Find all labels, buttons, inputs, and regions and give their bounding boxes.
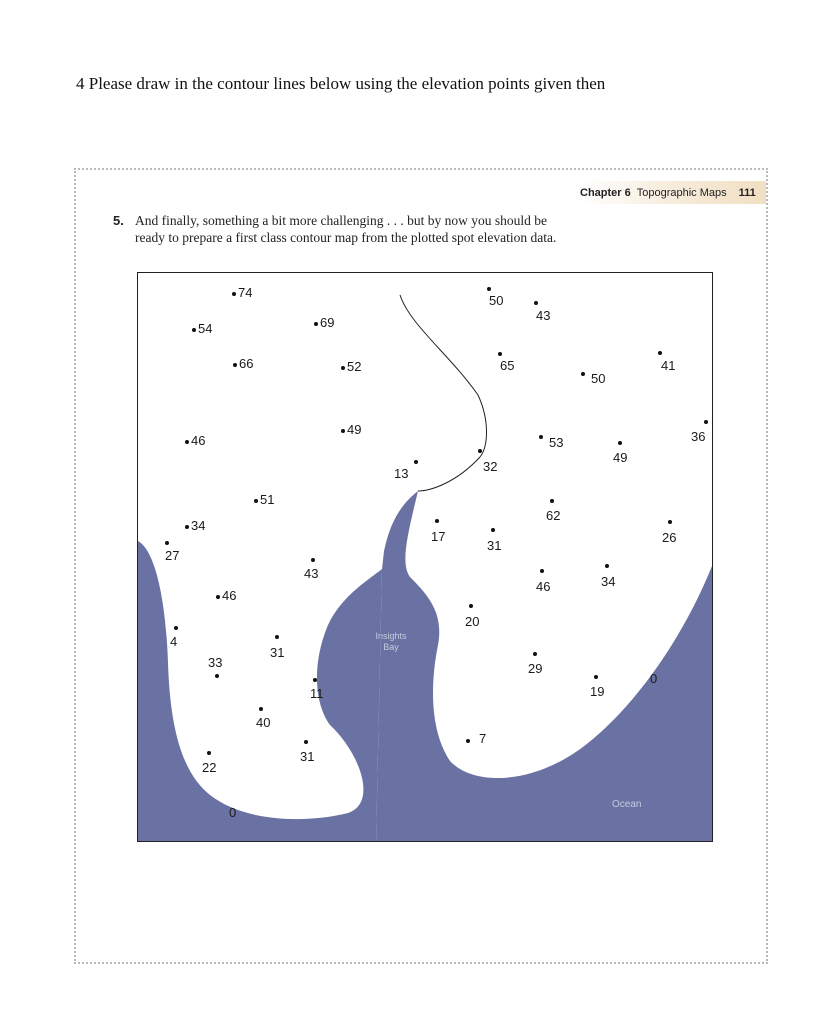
exercise-text <box>113 212 633 246</box>
spot-elevation: 19 <box>590 684 605 699</box>
spot-elevation: 43 <box>536 308 551 323</box>
spot-dot <box>233 363 237 367</box>
spot-elevation: 29 <box>528 661 543 676</box>
spot-dot <box>581 372 585 376</box>
spot-elevation: 7 <box>479 731 487 746</box>
spot-dot <box>254 499 258 503</box>
spot-dot <box>165 541 169 545</box>
chapter-title: Topographic Maps <box>636 186 727 199</box>
spot-elevation: 13 <box>394 466 409 481</box>
spot-dot <box>704 420 708 424</box>
stream-line <box>400 295 487 491</box>
spot-dot <box>550 499 554 503</box>
spot-elevation: 65 <box>500 358 515 373</box>
spot-dot <box>414 460 418 464</box>
spot-dot <box>275 635 279 639</box>
spot-elevation: 50 <box>591 371 606 386</box>
spot-elevation: 40 <box>256 715 271 730</box>
spot-elevation: 50 <box>489 293 504 308</box>
spot-elevation: 34 <box>191 518 206 533</box>
spot-dot <box>311 558 315 562</box>
spot-elevation: 4 <box>170 634 178 649</box>
spot-dot <box>478 449 482 453</box>
spot-dot <box>341 366 345 370</box>
spot-elevation: 26 <box>662 530 677 545</box>
spot-dot <box>534 301 538 305</box>
bay-label-line-1: Insights <box>375 631 407 641</box>
spot-dot <box>539 435 543 439</box>
spot-dot <box>232 292 236 296</box>
instruction-text: 4 Please draw in the contour lines below using the elevation points given then <box>76 74 606 93</box>
spot-elevation: 69 <box>320 315 335 330</box>
ocean-label: Ocean <box>612 799 642 810</box>
spot-elevation: 46 <box>536 579 551 594</box>
spot-dot <box>259 707 263 711</box>
exercise-line-1: And finally, something a bit more challenging . . . but by now you should be <box>135 213 547 228</box>
spot-elevation: 41 <box>661 358 676 373</box>
spot-dot <box>313 678 317 682</box>
spot-elevation: 49 <box>347 422 362 437</box>
spot-elevation: 36 <box>691 429 706 444</box>
spot-elevation: 49 <box>613 450 628 465</box>
spot-elevation: 31 <box>270 645 285 660</box>
spot-elevation: 66 <box>239 356 254 371</box>
spot-elevation: 0 <box>650 671 658 686</box>
spot-dot <box>469 604 473 608</box>
spot-dot <box>192 328 196 332</box>
chapter-number: Chapter 6 <box>580 186 631 199</box>
spot-dot <box>185 525 189 529</box>
spot-elevation: 31 <box>300 749 315 764</box>
spot-dot <box>540 569 544 573</box>
spot-dot <box>605 564 609 568</box>
spot-dot <box>487 287 491 291</box>
chapter-header <box>578 181 766 204</box>
spot-dot <box>658 351 662 355</box>
spot-dot <box>533 652 537 656</box>
spot-dot <box>668 520 672 524</box>
spot-elevation: 11 <box>310 686 324 701</box>
spot-dot <box>304 740 308 744</box>
spot-elevation: 52 <box>347 359 362 374</box>
spot-dot <box>435 519 439 523</box>
spot-dot <box>594 675 598 679</box>
spot-elevation: 32 <box>483 459 498 474</box>
spot-dot <box>341 429 345 433</box>
spot-elevation: 51 <box>260 492 275 507</box>
spot-dot <box>174 626 178 630</box>
spot-dot <box>185 440 189 444</box>
spot-dot <box>491 528 495 532</box>
spot-elevation: 31 <box>487 538 502 553</box>
spot-elevation: 53 <box>549 435 564 450</box>
spot-elevation: 62 <box>546 508 561 523</box>
spot-elevation: 43 <box>304 566 319 581</box>
page-number: 111 <box>738 186 756 199</box>
spot-elevation: 17 <box>431 529 446 544</box>
spot-dot <box>207 751 211 755</box>
bay-label-line-2: Bay <box>383 642 399 652</box>
spot-elevation: 46 <box>222 588 237 603</box>
spot-elevation: 33 <box>208 655 223 670</box>
topographic-map <box>137 272 713 842</box>
spot-elevation: 22 <box>202 760 217 775</box>
spot-elevation: 34 <box>601 574 616 589</box>
spot-dot <box>216 595 220 599</box>
spot-elevation: 0 <box>229 805 237 820</box>
map-drawing <box>138 273 713 842</box>
spot-elevation: 46 <box>191 433 206 448</box>
spot-dot <box>215 674 219 678</box>
west-coast-water <box>138 541 382 842</box>
spot-dot <box>498 352 502 356</box>
spot-elevation: 20 <box>465 614 480 629</box>
spot-elevation: 74 <box>238 285 253 300</box>
spot-elevation: 27 <box>165 548 180 563</box>
exercise-line-2: ready to prepare a first class contour map from the plotted spot elevation data. <box>135 230 557 245</box>
bay-label <box>366 631 416 653</box>
spot-elevation: 54 <box>198 321 213 336</box>
exercise-number: 5. <box>113 213 124 228</box>
spot-dot <box>466 739 470 743</box>
spot-dot <box>314 322 318 326</box>
spot-dot <box>618 441 622 445</box>
